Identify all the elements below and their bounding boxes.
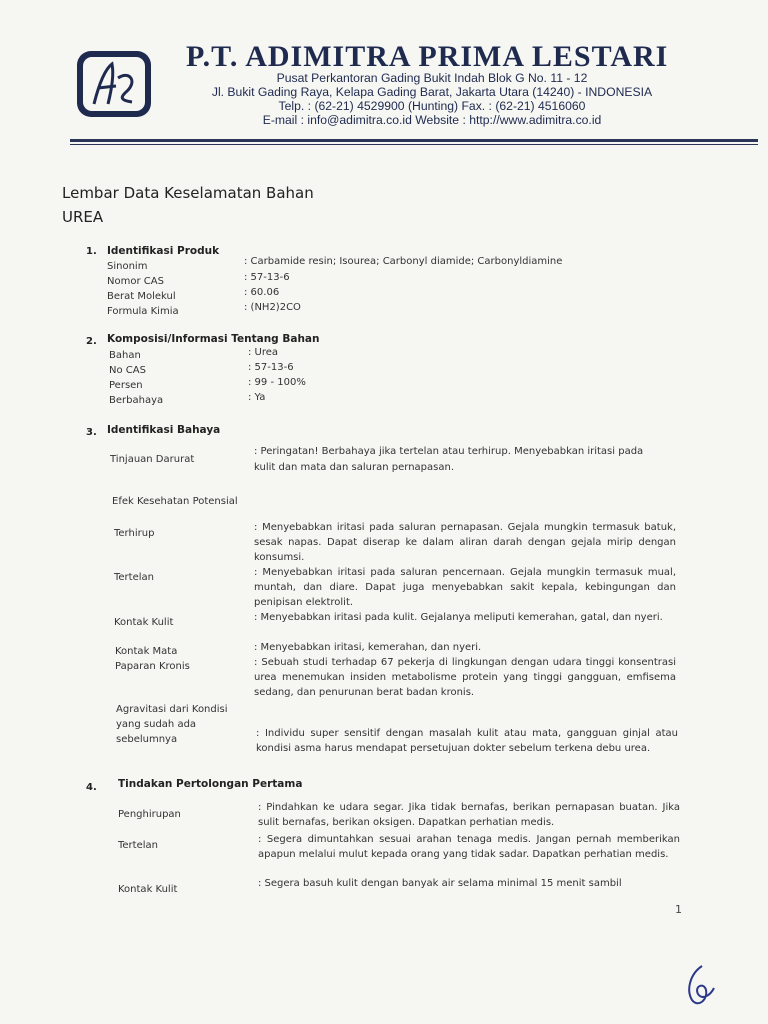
pertolongan-tertelan-text: : Segera dimuntahkan sesuai arahan tenaga medis. Jangan pernah memberikan apapun melalui mulut kepada orang yang tidak sadar. Dapatkan perhatian medis. (258, 834, 680, 860)
kontak-mata-text: : Menyebabkan iritasi, kemerahan, dan nyeri. (254, 642, 482, 653)
kontak-kulit-text: : Menyebabkan iritasi pada kulit. Gejalanya meliputi kemerahan, gatal, dan nyeri. (254, 612, 663, 623)
paparan-kronis-text: : Sebuah studi terhadap 67 pekerja di lingkungan dengan udara tinggi konsentrasi urea menemukan insiden metabolisme protein yang tinggi gangguan, emfisema sedang, dan penurunan berat badan kronis. (254, 657, 676, 698)
section-3-title: Identifikasi Bahaya (107, 424, 221, 436)
tertelan-text: : Menyebabkan iritasi pada saluran pencernaan. Gejala mungkin termasuk mual, muntah, dan diare. Dapat juga menyebabkan sakit kepala, kebingungan dan penipisan elektrolit. (254, 567, 676, 608)
agravitasi-text: : Individu super sensitif dengan masalah kulit atau mata, gangguan ginjal atau kondisi asma harus mendapat persetujuan dokter sebelum terkena debu urea. (256, 728, 678, 754)
tinjauan-darurat-text: : Peringatan! Berbahaya jika tertelan atau terhirup. Menyebabkan iritasi pada (254, 446, 644, 457)
row-label: Bahan (109, 350, 141, 361)
row-label: Nomor CAS (107, 276, 164, 287)
pertolongan-tertelan-label: Tertelan (118, 840, 158, 851)
tertelan-label: Tertelan (114, 572, 154, 583)
section-2-number: 2. (86, 336, 97, 347)
paparan-kronis-label: Paparan Kronis (115, 661, 190, 672)
section-4-title: Tindakan Pertolongan Pertama (118, 778, 303, 790)
row-label: Formula Kimia (107, 306, 179, 317)
row-value: : Urea (248, 347, 279, 358)
row-value: : 60.06 (244, 287, 280, 298)
agravitasi-label-2: yang sudah ada (116, 719, 197, 730)
document-subtitle: UREA (62, 208, 104, 226)
row-label: No CAS (109, 365, 146, 376)
row-label: Sinonim (107, 261, 148, 272)
agravitasi-label: Agravitasi dari Kondisi (116, 704, 228, 715)
company-logo-icon (74, 48, 154, 120)
row-value: : 99 - 100% (248, 377, 306, 388)
contact-email-website: E-mail : info@adimitra.co.id Website : http://www.adimitra.co.id (262, 113, 602, 127)
agravitasi-label-3: sebelumnya (116, 734, 178, 745)
row-value: : Ya (248, 392, 266, 403)
pertolongan-kulit-text: : Segera basuh kulit dengan banyak air selama minimal 15 menit sambil (258, 878, 622, 889)
terhirup-label: Terhirup (114, 528, 155, 539)
section-1-number: 1. (86, 246, 97, 257)
section-1-title: Identifikasi Produk (107, 245, 220, 257)
handwritten-initial-icon (680, 960, 720, 1010)
row-value: : Carbamide resin; Isourea; Carbonyl diamide; Carbonyldiamine (244, 256, 563, 267)
letterhead-divider-thin (70, 144, 758, 145)
penghirupan-text: : Pindahkan ke udara segar. Jika tidak bernafas, berikan pernapasan buatan. Jika sulit bernafas, berikan oksigen. Dapatkan perhatian medis. (258, 802, 680, 828)
row-label: Berat Molekul (107, 291, 176, 302)
row-label: Persen (109, 380, 143, 391)
tinjauan-darurat-label: Tinjauan Darurat (110, 454, 195, 465)
penghirupan-label: Penghirupan (118, 809, 181, 820)
kontak-kulit-label: Kontak Kulit (114, 617, 174, 628)
contact-phone: Telp. : (62-21) 4529900 (Hunting) Fax. : (62-21) 4516060 (278, 99, 586, 113)
section-4-number: 4. (86, 782, 97, 793)
section-3-number: 3. (86, 427, 97, 438)
terhirup-text: : Menyebabkan iritasi pada saluran pernapasan. Gejala mungkin termasuk batuk, sesak napas. Dapat diserap ke dalam aliran darah dengan gejala mirip dengan konsumsi. (254, 522, 676, 563)
letterhead-divider (70, 139, 758, 142)
row-label: Berbahaya (109, 395, 164, 406)
efek-kesehatan-label: Efek Kesehatan Potensial (112, 496, 238, 507)
section-2-title: Komposisi/Informasi Tentang Bahan (107, 333, 320, 345)
address-line-1: Pusat Perkantoran Gading Bukit Indah Blok G No. 11 - 12 (276, 71, 588, 85)
document-title: Lembar Data Keselamatan Bahan (62, 184, 314, 202)
pertolongan-kulit-label: Kontak Kulit (118, 884, 178, 895)
row-value: : 57-13-6 (244, 272, 290, 283)
row-value: : 57-13-6 (248, 362, 294, 373)
tinjauan-darurat-text-2: kulit dan mata dan saluran pernapasan. (254, 462, 454, 473)
address-line-2: Jl. Bukit Gading Raya, Kelapa Gading Barat, Jakarta Utara (14240) - INDONESIA (211, 85, 653, 99)
company-name: P.T. ADIMITRA PRIMA LESTARI (186, 40, 669, 73)
page-number: 1 (675, 903, 682, 916)
kontak-mata-label: Kontak Mata (115, 646, 178, 657)
row-value: : (NH2)2CO (244, 302, 301, 313)
